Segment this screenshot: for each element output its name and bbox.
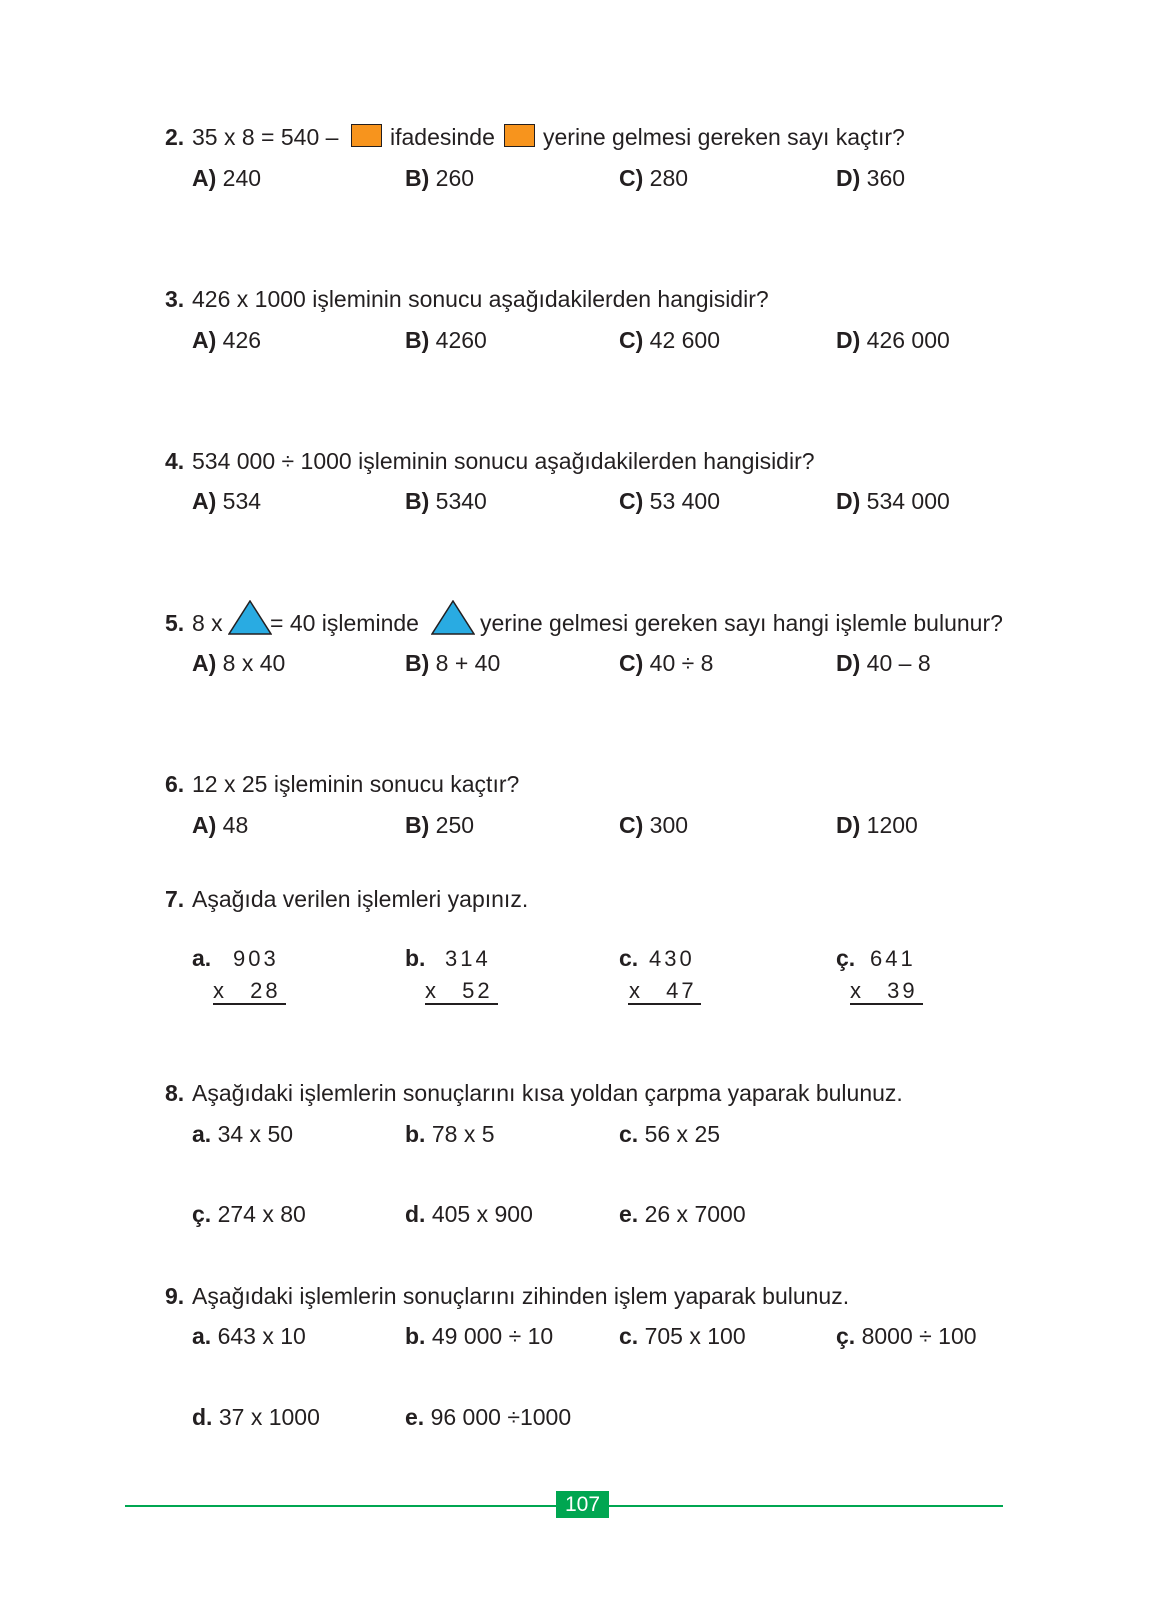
question-text: 426 x 1000 işleminin sonucu aşağıdakilerden hangisidir? xyxy=(192,286,769,312)
top-number: 314 xyxy=(445,946,491,971)
option-d[interactable]: D) 1200 xyxy=(836,812,918,838)
question-number: 9. xyxy=(165,1283,185,1309)
item-e: e. 96 000 ÷1000 xyxy=(405,1404,572,1430)
bottom-number: x 28 xyxy=(213,978,281,1003)
top-number: 430 xyxy=(649,946,695,971)
option-d[interactable]: D) 40 – 8 xyxy=(836,650,931,676)
page-number: 107 xyxy=(556,1491,609,1518)
question-text: = 40 işleminde xyxy=(270,610,419,636)
option-b[interactable]: B) 5340 xyxy=(405,488,487,514)
question-text: 35 x 8 = 540 – xyxy=(192,124,339,150)
option-b[interactable]: B) 8 + 40 xyxy=(405,650,501,676)
option-d[interactable]: D) 534 000 xyxy=(836,488,950,514)
question-text: Aşağıda verilen işlemleri yapınız. xyxy=(192,886,529,912)
option-c[interactable]: C) 42 600 xyxy=(619,327,721,353)
question-number: 2. xyxy=(165,124,185,150)
orange-square-icon xyxy=(504,124,535,147)
item-b: b. 49 000 ÷ 10 xyxy=(405,1323,554,1349)
bottom-number: x 52 xyxy=(425,978,493,1003)
option-b[interactable]: B) 250 xyxy=(405,812,475,838)
option-a[interactable]: A) 48 xyxy=(192,812,249,838)
item-e: e. 26 x 7000 xyxy=(619,1201,746,1227)
top-number: 641 xyxy=(870,946,916,971)
item-label: b. xyxy=(405,945,426,971)
option-c[interactable]: C) 280 xyxy=(619,165,689,191)
blue-triangle-icon xyxy=(431,600,475,636)
question-number: 4. xyxy=(165,448,185,474)
question-number: 5. xyxy=(165,610,185,636)
orange-square-icon xyxy=(351,124,382,147)
item-d: d. 405 x 900 xyxy=(405,1201,533,1227)
question-text: 534 000 ÷ 1000 işleminin sonucu aşağıdakilerden hangisidir? xyxy=(192,448,815,474)
item-label: ç. xyxy=(836,945,856,971)
option-d[interactable]: D) 360 xyxy=(836,165,906,191)
question-number: 3. xyxy=(165,286,185,312)
item-b: b. 78 x 5 xyxy=(405,1121,495,1147)
question-text: yerine gelmesi gereken sayı hangi işlemle bulunur? xyxy=(480,610,1003,636)
question-text: 8 x xyxy=(192,610,223,636)
result-line xyxy=(213,1003,286,1005)
option-c[interactable]: C) 40 ÷ 8 xyxy=(619,650,714,676)
question-text: Aşağıdaki işlemlerin sonuçlarını kısa yoldan çarpma yaparak bulunuz. xyxy=(192,1080,903,1106)
blue-triangle-icon xyxy=(228,600,272,636)
option-b[interactable]: B) 260 xyxy=(405,165,475,191)
result-line xyxy=(850,1003,923,1005)
bottom-number: x 47 xyxy=(629,978,697,1003)
result-line xyxy=(628,1003,701,1005)
option-a[interactable]: A) 426 xyxy=(192,327,262,353)
item-c: c. 56 x 25 xyxy=(619,1121,721,1147)
question-text: ifadesinde xyxy=(390,124,495,150)
question-number: 8. xyxy=(165,1080,185,1106)
item-label: c. xyxy=(619,945,639,971)
question-text: Aşağıdaki işlemlerin sonuçlarını zihinden işlem yaparak bulunuz. xyxy=(192,1283,850,1309)
footer-rule-right xyxy=(609,1505,1003,1507)
top-number: 903 xyxy=(233,946,279,971)
option-a[interactable]: A) 534 xyxy=(192,488,262,514)
item-c: c. 705 x 100 xyxy=(619,1323,746,1349)
option-a[interactable]: A) 240 xyxy=(192,165,262,191)
item-d: d. 37 x 1000 xyxy=(192,1404,320,1430)
item-c-cedilla: ç. 274 x 80 xyxy=(192,1201,306,1227)
item-a: a. 34 x 50 xyxy=(192,1121,294,1147)
option-b[interactable]: B) 4260 xyxy=(405,327,487,353)
option-d[interactable]: D) 426 000 xyxy=(836,327,950,353)
option-c[interactable]: C) 53 400 xyxy=(619,488,721,514)
question-number: 7. xyxy=(165,886,185,912)
option-c[interactable]: C) 300 xyxy=(619,812,689,838)
item-c-cedilla: ç. 8000 ÷ 100 xyxy=(836,1323,977,1349)
question-text: 12 x 25 işleminin sonucu kaçtır? xyxy=(192,771,520,797)
result-line xyxy=(425,1003,498,1005)
option-a[interactable]: A) 8 x 40 xyxy=(192,650,286,676)
question-text: yerine gelmesi gereken sayı kaçtır? xyxy=(543,124,905,150)
bottom-number: x 39 xyxy=(850,978,918,1003)
item-a: a. 643 x 10 xyxy=(192,1323,306,1349)
item-label: a. xyxy=(192,945,212,971)
question-number: 6. xyxy=(165,771,185,797)
footer-rule-left xyxy=(125,1505,556,1507)
